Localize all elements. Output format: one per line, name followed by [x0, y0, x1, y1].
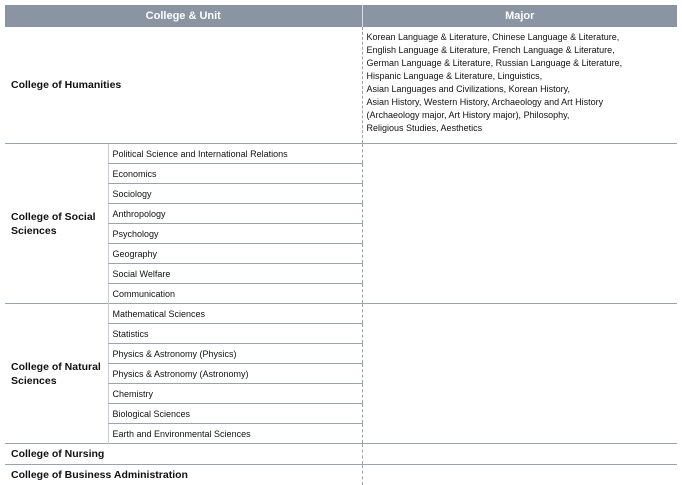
- unit-name: Psychology: [108, 224, 362, 244]
- unit-name: Anthropology: [108, 204, 362, 224]
- college-row: [5, 27, 677, 144]
- college-name: College of Natural Sciences: [5, 304, 108, 444]
- major-cell: [362, 444, 677, 465]
- college-major-table: [5, 5, 677, 485]
- header-college-unit: College & Unit: [5, 5, 362, 27]
- major-cell: [362, 144, 677, 304]
- college-name: College of Nursing: [5, 444, 362, 465]
- unit-name: Geography: [108, 244, 362, 264]
- unit-name: Sociology: [108, 184, 362, 204]
- header-major: Major: [362, 5, 677, 27]
- unit-row: [5, 144, 677, 164]
- unit-name: Communication: [108, 284, 362, 304]
- unit-name: Political Science and International Relations: [108, 144, 362, 164]
- unit-name: Biological Sciences: [108, 404, 362, 424]
- unit-row: [5, 304, 677, 324]
- college-name: College of Business Administration: [5, 465, 362, 485]
- major-line: Asian History, Western History, Archaeology and Art History: [367, 96, 674, 109]
- major-line: Asian Languages and Civilizations, Korean History,: [367, 83, 674, 96]
- major-line: Korean Language & Literature, Chinese Language & Literature,: [367, 31, 674, 44]
- college-row: [5, 465, 677, 485]
- unit-name: Physics & Astronomy (Astronomy): [108, 364, 362, 384]
- major-cell: [362, 304, 677, 444]
- major-line: English Language & Literature, French Language & Literature,: [367, 44, 674, 57]
- college-row: [5, 444, 677, 465]
- unit-name: Chemistry: [108, 384, 362, 404]
- major-line: (Archaeology major, Art History major), Philosophy,: [367, 109, 674, 122]
- unit-name: Statistics: [108, 324, 362, 344]
- major-line: Religious Studies, Aesthetics: [367, 122, 674, 135]
- unit-name: Mathematical Sciences: [108, 304, 362, 324]
- unit-name: Earth and Environmental Sciences: [108, 424, 362, 444]
- college-name: College of Social Sciences: [5, 144, 108, 304]
- unit-name: Physics & Astronomy (Physics): [108, 344, 362, 364]
- major-list: [362, 27, 677, 144]
- unit-name: Economics: [108, 164, 362, 184]
- major-line: Hispanic Language & Literature, Linguistics,: [367, 70, 674, 83]
- unit-name: Social Welfare: [108, 264, 362, 284]
- major-cell: [362, 465, 677, 485]
- college-name: College of Humanities: [5, 27, 362, 144]
- major-line: German Language & Literature, Russian Language & Literature,: [367, 57, 674, 70]
